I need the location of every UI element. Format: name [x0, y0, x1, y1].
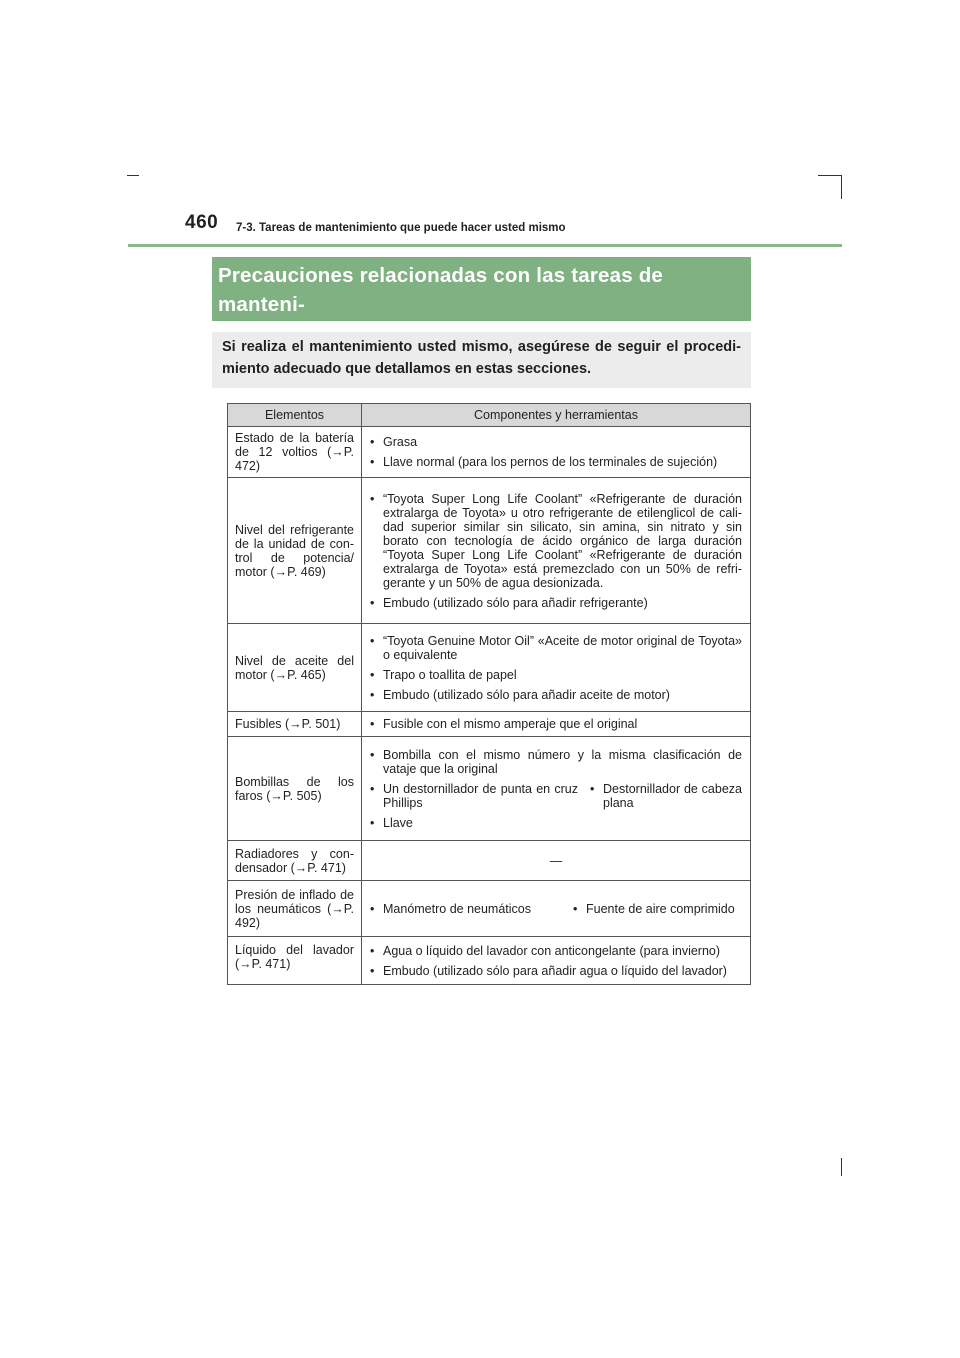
item-text: “Toyota Genuine Motor Oil” «Aceite de motor original de Toyota» o equivalente: [383, 633, 742, 662]
table-header-row: [228, 404, 751, 427]
crop-mark: [818, 175, 842, 176]
list-item: [370, 435, 742, 449]
bullet: •: [370, 595, 375, 610]
item-text: Trapo o toallita de papel: [383, 667, 517, 682]
list-item: [370, 596, 742, 610]
list-item: [370, 782, 578, 810]
element-text: Presión de inflado de los neumáticos (→P. 492): [235, 887, 354, 930]
page-title-line: Precauciones relacionadas con las tareas de manteni-: [218, 264, 664, 316]
components-cell: [362, 624, 751, 712]
list-item: [370, 492, 742, 590]
components-cell: [362, 841, 751, 881]
element-text: Estado de la batería de 12 voltios (→P. 472): [235, 431, 354, 473]
bullet: •: [370, 943, 375, 958]
element-cell: [228, 712, 362, 737]
element-cell: [228, 427, 362, 478]
crop-mark: [127, 175, 139, 176]
item-text: Fusible con el mismo amperaje que el original: [383, 717, 638, 731]
item-text: “Toyota Super Long Life Coolant” «Refrigerante de duración extralarga de Toyota» u otro refrigerante de etilenglicol de cali-dad superior similar sin silicato, sin amina, sin nitrato y sin borato con tecnología de ácido orgánico de larga duración “Toyota Super Long Life Coolant” «Refrigerante de duración extralarga de Toyota» está premezclado con un 50% de refri-gerante y un 50% de agua desionizada.: [383, 491, 742, 590]
item-text: Manómetro de neumáticos: [383, 901, 531, 916]
element-text: Líquido del lavador (→P. 471): [235, 943, 354, 971]
list-item: [370, 902, 563, 916]
bullet: •: [370, 747, 375, 762]
page-number: 460: [185, 212, 219, 233]
list-item: [573, 902, 742, 916]
bullet: •: [370, 633, 375, 648]
element-text: Nivel del refrigerante de la unidad de con-trol de potencia/ motor (→P. 469): [235, 522, 354, 579]
bullet: •: [370, 815, 375, 830]
element-text: Nivel de aceite del motor (→P. 465): [235, 653, 354, 682]
list-item: [370, 634, 742, 662]
crop-mark: [841, 1158, 842, 1176]
element-cell: [228, 478, 362, 624]
element-text: Fusibles (→P. 501): [235, 717, 341, 731]
element-cell: [228, 937, 362, 985]
empty-dash: —: [549, 853, 563, 868]
item-text: Embudo (utilizado sólo para añadir agua o líquido del lavador): [383, 963, 727, 978]
column-header: Elementos: [228, 404, 362, 427]
bullet: •: [370, 435, 375, 449]
list-item: [370, 455, 742, 469]
table-row: [228, 841, 751, 881]
table-row: [228, 624, 751, 712]
maintenance-table: [227, 403, 751, 985]
table-row: [228, 478, 751, 624]
two-column-items: [370, 782, 742, 810]
components-cell: [362, 737, 751, 841]
item-text: Bombilla con el mismo número y la misma clasificación de vataje que la original: [383, 747, 742, 776]
bullet: •: [590, 781, 595, 796]
components-cell: [362, 427, 751, 478]
item-text: Embudo (utilizado sólo para añadir refrigerante): [383, 595, 648, 610]
list-item: [370, 964, 742, 978]
column-header: Componentes y herramientas: [362, 404, 751, 427]
element-text: Radiadores y con-densador (→P. 471): [235, 846, 354, 875]
item-text: Grasa: [383, 435, 418, 449]
crop-mark: [841, 175, 842, 199]
list-item: [370, 748, 742, 776]
bullet: •: [370, 901, 375, 916]
list-item: [370, 816, 742, 830]
table-row: [228, 881, 751, 937]
table-row: [228, 712, 751, 737]
table-row: [228, 427, 751, 478]
list-item: [370, 944, 742, 958]
item-text: Llave: [383, 815, 413, 830]
list-item: [370, 668, 742, 682]
list-item: [370, 688, 742, 702]
item-text: Agua o líquido del lavador con anticongelante (para invierno): [383, 943, 721, 958]
bullet: •: [370, 717, 375, 731]
two-column-items: [370, 902, 742, 916]
table-row: [228, 737, 751, 841]
bullet: •: [573, 901, 578, 916]
bullet: •: [370, 667, 375, 682]
element-text: Bombillas de los faros (→P. 505): [235, 774, 354, 803]
components-cell: [362, 478, 751, 624]
element-cell: [228, 881, 362, 937]
item-text: Fuente de aire comprimido: [586, 901, 735, 916]
bullet: •: [370, 781, 375, 796]
table-row: [228, 937, 751, 985]
bullet: •: [370, 491, 375, 506]
item-text: Un destornillador de punta en cruz Phillips: [383, 781, 578, 810]
page-title: [212, 257, 751, 321]
item-text: Destornillador de cabeza plana: [603, 781, 742, 810]
components-cell: [362, 937, 751, 985]
list-item: [370, 717, 742, 731]
item-text: Embudo (utilizado sólo para añadir aceite de motor): [383, 687, 670, 702]
bullet: •: [370, 455, 375, 469]
element-cell: [228, 624, 362, 712]
intro-paragraph: Si realiza el mantenimiento usted mismo, asegúrese de seguir el procedi-miento adecuado que detallamos en estas secciones.: [212, 332, 751, 388]
element-cell: [228, 737, 362, 841]
bullet: •: [370, 687, 375, 702]
list-item: [590, 782, 742, 810]
section-title: 7-3. Tareas de mantenimiento que puede hacer usted mismo: [236, 222, 566, 234]
bullet: •: [370, 963, 375, 978]
components-cell: [362, 881, 751, 937]
element-cell: [228, 841, 362, 881]
components-cell: [362, 712, 751, 737]
header-divider: [128, 244, 842, 247]
item-text: Llave normal (para los pernos de los terminales de sujeción): [383, 455, 718, 469]
